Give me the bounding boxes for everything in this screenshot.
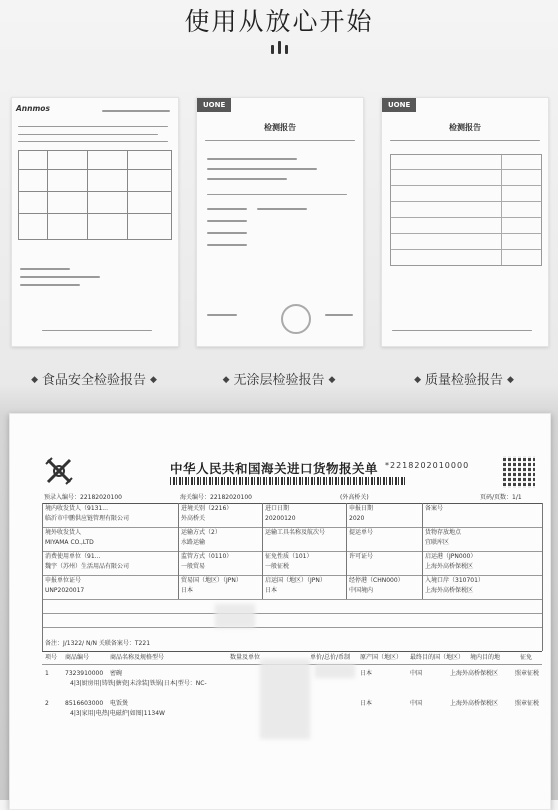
- diamond-icon: ◆: [328, 375, 336, 385]
- diamond-icon: ◆: [414, 375, 421, 385]
- caption-quality: ◆ 质量检验报告 ◆: [414, 373, 514, 388]
- privacy-blur: [260, 659, 310, 739]
- barcode: [170, 477, 405, 485]
- diamond-icon: ◆: [31, 375, 38, 385]
- privacy-blur: [315, 664, 355, 678]
- customs-declaration[interactable]: 中华人民共和国海关进口货物报关单 *2218202010000 预录入编号：22182020100 海关编号：22182020100 (外高桥关) 页码/页数：1/1 境内收发货人（9131... 临沂市中鹏供应链管理有限公司 境外收发货人 MIYAMA CO.,LTD 消费使用单位（91... 魏宇（苏州）生活用品有限公司 申报单位证号 UNP2020017 进境关别（2216） 进口日期 申报日期 备案号 外高桥关 20200120 2020 运输方式（2） 运输工具名称及航次号 提运单号 货物存放地点 水路运输 宜联库区 监管方式（0110） 征免性质（101） 许可证号 启运港（JPN000） 一般贸易 一般征税 上海外高桥保税区 贸易国（地区）（JPN） 启运国（地区）（JPN） 经停港（CHN000） 入境口岸（310701） 日本 日本 中国境内 上海外高桥保税区 备注：J/1322/ N/N 关联备案号：T221 项号 商品编号 商品名称及规格型号 数量及单位 单价/总价/币制 原产国（地区） 最终目的国（地区） 境内目的地 征免 1 7323910000 密碗 4|3|厨房用|铸铁|搪瓷|未涂装|铁锅|日本|型号：NC- 日本 中国 上海外高桥保税区 照章征税 2 8516603000 电饭煲 4|3|家用|电热|电磁炉|如图|1134W 日本 中国 上海外高桥保税区 照章征税: [9, 413, 551, 810]
- decl-no: 预录入编号：22182020100: [44, 494, 122, 501]
- brand-logo: Annmos: [16, 104, 50, 113]
- report-table: [18, 150, 172, 240]
- caption-food-safety: ◆ 食品安全检验报告 ◆: [31, 373, 157, 388]
- page-title: 使用从放心开始: [184, 7, 374, 36]
- diamond-icon: ◆: [150, 375, 157, 385]
- report-heading: 检测报告: [264, 123, 296, 132]
- remarks: 备注：J/1322/ N/N 关联备案号：T221: [45, 640, 151, 647]
- privacy-blur: [215, 604, 255, 628]
- page-count: 页码/页数：1/1: [480, 494, 522, 501]
- bars-icon: [268, 40, 292, 54]
- customs-title: 中华人民共和国海关进口货物报关单: [170, 461, 379, 476]
- brand-logo: UONE: [382, 98, 416, 112]
- report-no-coating[interactable]: [196, 97, 364, 347]
- diamond-icon: ◆: [507, 375, 514, 385]
- customs-no: 海关编号：22182020100: [180, 494, 252, 501]
- doc-number: *2218202010000: [385, 461, 470, 470]
- diamond-icon: ◆: [222, 375, 230, 385]
- report-heading: 检测报告: [449, 123, 481, 132]
- stamp-icon: [281, 304, 311, 334]
- brand-logo: UONE: [197, 98, 231, 112]
- report-quality[interactable]: [381, 97, 549, 347]
- port-label: (外高桥关): [340, 494, 369, 501]
- customs-emblem-icon: [42, 454, 76, 488]
- report-food-safety[interactable]: [11, 97, 179, 347]
- report-table: [390, 154, 542, 266]
- caption-no-coating: ◆ 无涂层检验报告 ◆: [222, 373, 336, 388]
